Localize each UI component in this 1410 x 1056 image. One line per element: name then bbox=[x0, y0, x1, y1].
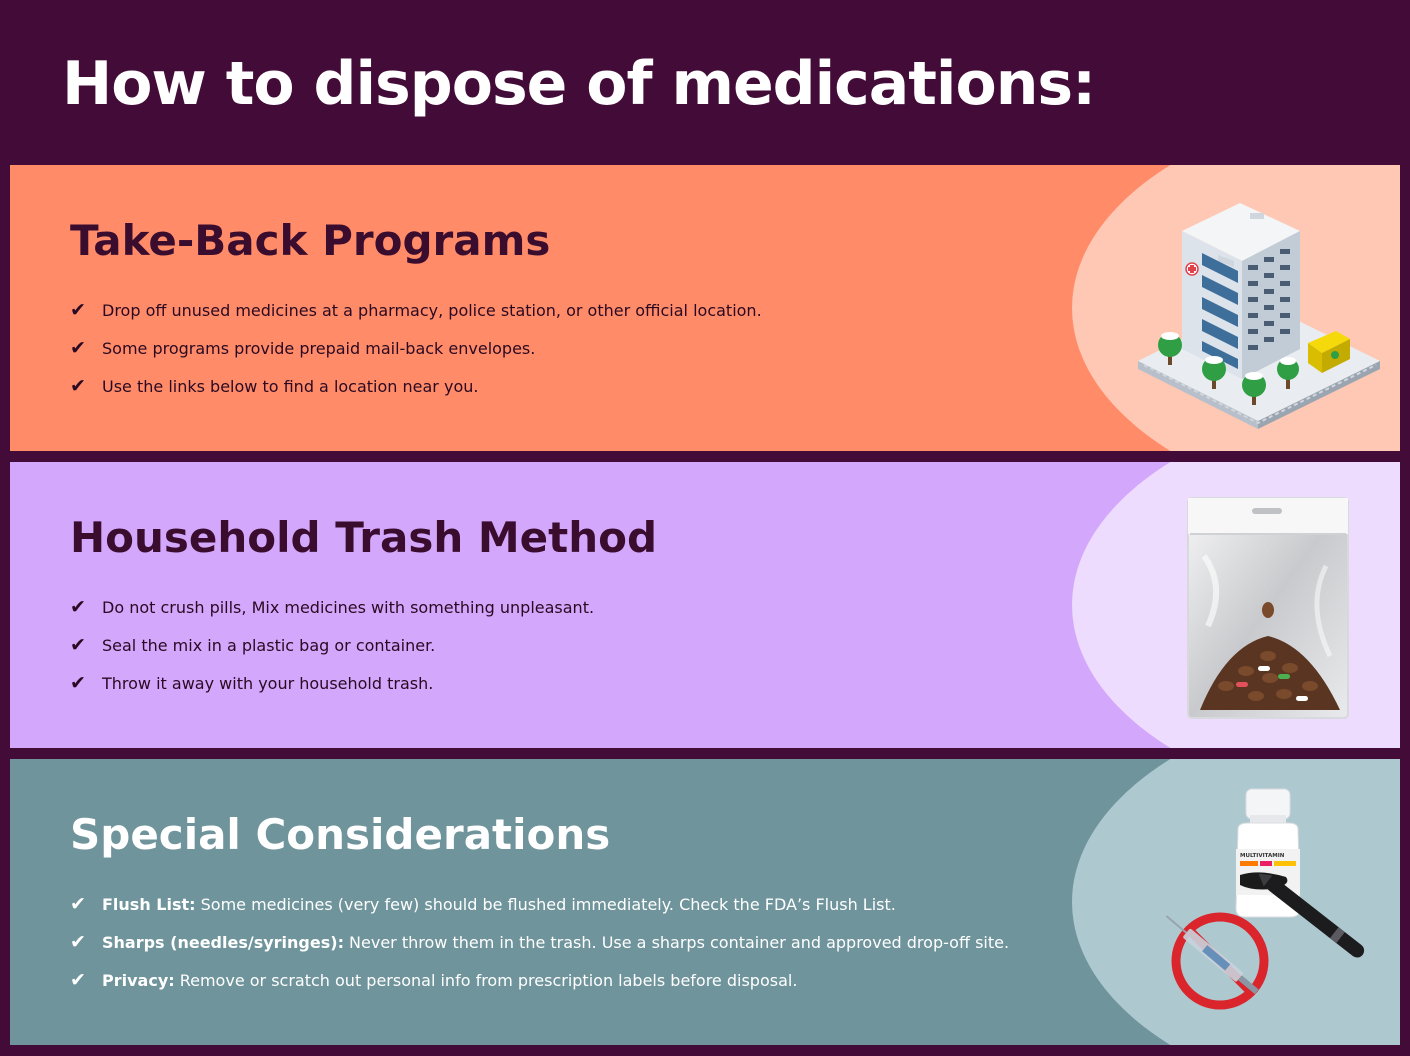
check-icon: ✔ bbox=[70, 671, 86, 694]
plastic-bag-illustration bbox=[1186, 496, 1352, 720]
list-item bbox=[70, 664, 594, 702]
check-icon: ✔ bbox=[70, 968, 86, 991]
bullet-text: Drop off unused medicines at a pharmacy, police station, or other official location. bbox=[102, 300, 762, 320]
take-back-programs-panel bbox=[10, 165, 1400, 451]
bullet-text: Never throw them in the trash. Use a sharps container and approved drop-off site. bbox=[343, 932, 1010, 952]
check-icon: ✔ bbox=[70, 633, 86, 656]
bullet-label: Sharps (needles/syringes): bbox=[102, 932, 344, 952]
check-icon: ✔ bbox=[70, 298, 86, 321]
list-item bbox=[70, 588, 594, 626]
section-title: Take-Back Programs bbox=[70, 216, 551, 265]
bullet-text: Some programs provide prepaid mail-back envelopes. bbox=[102, 338, 536, 358]
hospital-building-illustration bbox=[1130, 183, 1390, 433]
bullet-label: Privacy: bbox=[102, 970, 175, 990]
check-icon: ✔ bbox=[70, 374, 86, 397]
bullet-label: Flush List: bbox=[102, 894, 196, 914]
list-item bbox=[70, 885, 1009, 923]
bullet-text: Use the links below to find a location near you. bbox=[102, 376, 479, 396]
bullet-text: Throw it away with your household trash. bbox=[102, 673, 434, 693]
page-title: How to dispose of medications: bbox=[62, 49, 1096, 119]
household-trash-panel bbox=[10, 462, 1400, 748]
special-considerations-panel bbox=[10, 759, 1400, 1045]
bullet-text: Seal the mix in a plastic bag or container. bbox=[102, 635, 436, 655]
check-icon: ✔ bbox=[70, 595, 86, 618]
check-icon: ✔ bbox=[70, 892, 86, 915]
check-icon: ✔ bbox=[70, 930, 86, 953]
bullet-list bbox=[70, 885, 1009, 999]
bottle-label-text: MULTIVITAMIN bbox=[1240, 853, 1285, 859]
list-item bbox=[70, 626, 594, 664]
list-item bbox=[70, 291, 762, 329]
list-item bbox=[70, 367, 762, 405]
list-item bbox=[70, 329, 762, 367]
list-item bbox=[70, 961, 1009, 999]
check-icon: ✔ bbox=[70, 336, 86, 359]
section-title: Household Trash Method bbox=[70, 513, 658, 562]
bullet-list bbox=[70, 291, 762, 405]
bullet-text: Remove or scratch out personal info from prescription labels before disposal. bbox=[174, 970, 798, 990]
list-item bbox=[70, 923, 1009, 961]
bullet-text: Do not crush pills, Mix medicines with something unpleasant. bbox=[102, 597, 595, 617]
section-title: Special Considerations bbox=[70, 810, 611, 859]
bullet-text: Some medicines (very few) should be flushed immediately. Check the FDA’s Flush List. bbox=[195, 894, 896, 914]
pill-bottle-and-no-syringe-illustration bbox=[1160, 785, 1390, 1021]
bullet-list bbox=[70, 588, 594, 702]
